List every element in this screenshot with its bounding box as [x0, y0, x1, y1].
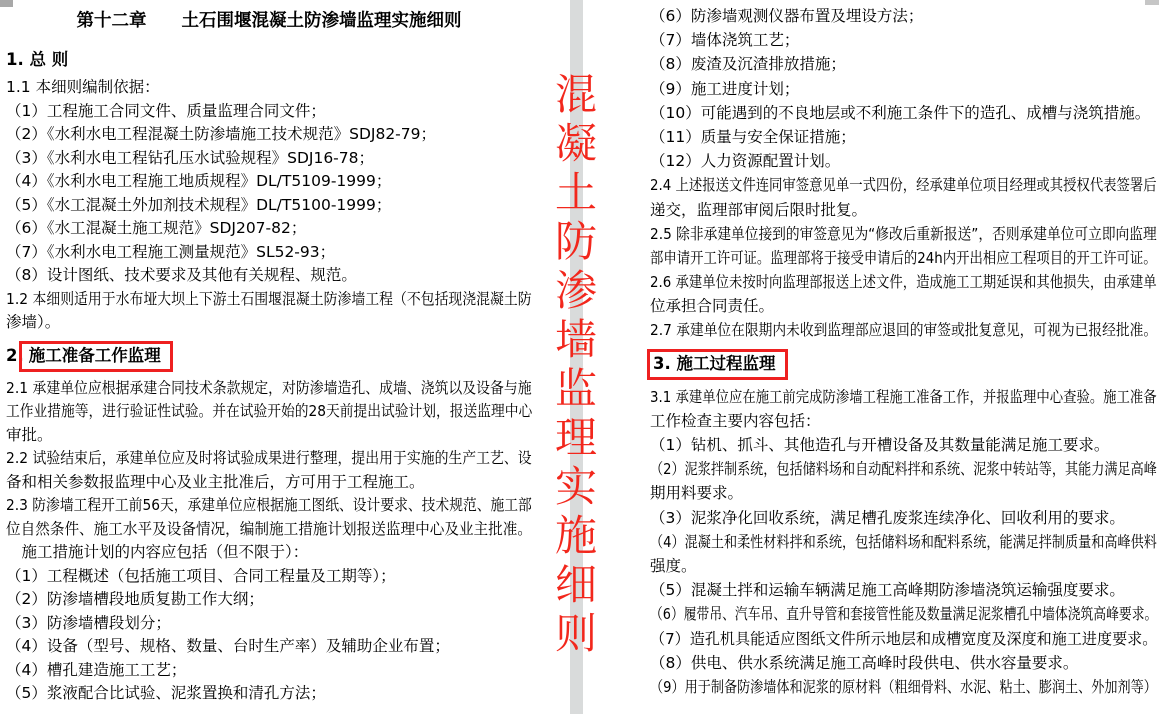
text-line: （5）《水工混凝土外加剂技术规程》DL/T5100-1999；	[6, 195, 392, 214]
text-line: 位承担合同责任。	[650, 297, 775, 316]
text-line: （12）人力资源配置计划。	[650, 152, 841, 171]
text-line: 备和相关参数报监理中心及业主批准后，方可用于工程施工。	[6, 472, 425, 491]
watermark-char: 渗	[554, 266, 597, 315]
watermark-char: 则	[554, 609, 597, 658]
text-line: （6）履带吊、汽车吊、直升导管和套接管性能及数量满足泥浆槽孔中墙体浇筑高峰要求。	[650, 605, 1158, 624]
text-line: 工作业措施等，进行验证性试验。并在试验开始的28天前提出试验计划，报送监理中心	[6, 402, 533, 420]
text-line: （1）工程施工合同文件、质量监理合同文件；	[6, 101, 326, 120]
text-line: （2）泥浆拌制系统，包括储料场和自动配料拌和系统、泥浆中转站等，其能力满足高峰	[650, 460, 1157, 479]
text-line: 渗墙）。	[6, 313, 61, 331]
text-line: （7）《水利水电工程施工测量规范》SL52-93；	[6, 242, 336, 261]
text-line: （2）防渗墙槽段地质复勘工作大纲；	[6, 590, 264, 608]
section-heading	[650, 349, 1157, 379]
text-line: 部申请开工许可证。监理部将于接受申请后的24h内开出相应工程项目的开工许可证。	[650, 248, 1157, 267]
text-line: 2.5 除非承建单位接到的审签意见为“修改后重新报送”，否则承建单位可立即向监理	[650, 224, 1157, 243]
text-line: （1）工程概述（包括施工项目、合同工程量及工期等）；	[6, 566, 396, 585]
watermark-char: 墙	[554, 315, 597, 364]
text-line: 期用料要求。	[650, 484, 744, 503]
text-line: （7）墙体浇筑工艺；	[650, 31, 800, 50]
text-line: 2.2 试验结束后，承建单位应及时将试验成果进行整理，提出用于实施的生产工艺、设	[6, 449, 532, 467]
text-line: 2.7 承建单位在限期内未收到监理部应退回的审签或批复意见，可视为已报经批准。	[650, 321, 1158, 340]
text-line: 1.2 本细则适用于水布垭大坝上下游土石围堰混凝土防渗墙工程（不包括现浇混凝土防	[6, 289, 532, 308]
text-line: （4）混凝土和柔性材料拌和系统，包括储料场和配料系统，能满足拌制质量和高峰供料	[650, 532, 1157, 551]
text-line: 3.1 承建单位应在施工前完成防渗墙工程施工准备工作，并报监理中心查验。施工准备	[650, 387, 1157, 406]
text-line: （6）《水工混凝土施工规范》SDJ207-82；	[6, 219, 307, 237]
text-line: （6）防渗墙观测仪器布置及埋设方法；	[650, 7, 924, 25]
watermark-char: 细	[554, 560, 597, 609]
text-line: （2）《水利水电工程混凝土防渗墙施工技术规范》SDJ82-79；	[6, 125, 436, 143]
watermark-char: 理	[554, 413, 597, 462]
text-line: （4）设备（型号、规格、数量、台时生产率）及辅助企业布置；	[6, 637, 450, 655]
text-line: （9）用于制备防渗墙体和泥浆的原材料（粗细骨料、水泥、粘土、膨润土、外加剂等）	[650, 677, 1157, 696]
text-line: 强度。	[650, 556, 697, 575]
text-line: （8）供电、供水系统满足施工高峰时段供电、供水容量要求。	[650, 653, 1079, 672]
red-highlight-box: 3. 施工过程监理	[647, 349, 788, 380]
watermark	[551, 70, 601, 658]
text-line: （5）混凝土拌和运输车辆满足施工高峰期防渗墙浇筑运输强度要求。	[650, 581, 1125, 600]
text-line: （7）造孔机具能适应图纸文件所示地层和成槽宽度及深度和施工进度要求。	[650, 629, 1158, 648]
section-heading	[6, 341, 532, 371]
text-line: （3）防渗墙槽段划分；	[6, 613, 171, 632]
text-line: （10）可能遇到的不良地层或不利施工条件下的造孔、成槽与浇筑措施。	[650, 103, 1151, 122]
text-line: 2.1 承建单位应根据承建合同技术条款规定，对防渗墙造孔、成墙、浇筑以及设备与施	[6, 378, 532, 397]
text-line: （11）质量与安全保证措施；	[650, 127, 856, 146]
text-line: 递交，监理部审阅后限时批复。	[650, 200, 868, 219]
text-line: （4）《水利水电工程施工地质规程》DL/T5109-1999；	[6, 172, 392, 190]
text-line: （3）泥浆净化回收系统，满足槽孔废浆连续净化、回收利用的要求。	[650, 508, 1125, 527]
red-highlight-box: 施工准备工作监理	[19, 341, 173, 372]
text-line: 2.3 防渗墙工程开工前56天，承建单位应根据施工图纸、设计要求、技术规范、施工部	[6, 496, 532, 514]
text-line: （1）钻机、抓斗、其他造孔与开槽设备及其数量能满足施工要求。	[650, 436, 1110, 454]
text-line: （3）《水利水电工程钻孔压水试验规程》SDJ16-78；	[6, 148, 374, 167]
text-line: （4）槽孔建造施工工艺；	[6, 660, 187, 679]
chapter-title: 第十二章 土石围堰混凝土防渗墙监理实施细则	[76, 11, 462, 31]
text-line: 工作检查主要内容包括：	[650, 411, 821, 430]
text-line: （8）废渣及沉渣排放措施；	[650, 55, 846, 74]
text-line: 位自然条件、施工水平及设备情况，编制施工措施计划报送监理中心及业主批准。	[6, 519, 533, 538]
text-line: 1.1 本细则编制依据：	[6, 78, 160, 96]
text-line: 2.4 上述报送文件连同审签意见单一式四份，经承建单位项目经理或其授权代表签署后	[650, 176, 1157, 195]
section-heading: 1. 总 则	[6, 50, 69, 69]
page-right	[650, 4, 1157, 699]
text-line: （5）浆液配合比试验、泥浆置换和清孔方法；	[6, 684, 326, 702]
text-line: 2.6 承建单位未按时向监理部报送上述文件，造成施工工期延误和其他损失，由承建单	[650, 273, 1157, 292]
watermark-char: 混	[554, 70, 597, 119]
watermark-char: 实	[554, 462, 597, 511]
watermark-char: 凝	[554, 119, 597, 168]
text-line: 审批。	[6, 425, 53, 444]
watermark-char: 监	[554, 364, 597, 413]
section-number: 2.	[6, 345, 24, 365]
text-line: （9）施工进度计划；	[650, 79, 800, 98]
watermark-char: 施	[554, 511, 597, 560]
text-line: （8）设计图纸、技术要求及其他有关规程、规范。	[6, 266, 357, 284]
text-line: 施工措施计划的内容应包括（但不限于）：	[6, 543, 309, 561]
watermark-char: 防	[554, 217, 597, 266]
page-left	[6, 2, 532, 706]
watermark-char: 土	[554, 168, 597, 217]
